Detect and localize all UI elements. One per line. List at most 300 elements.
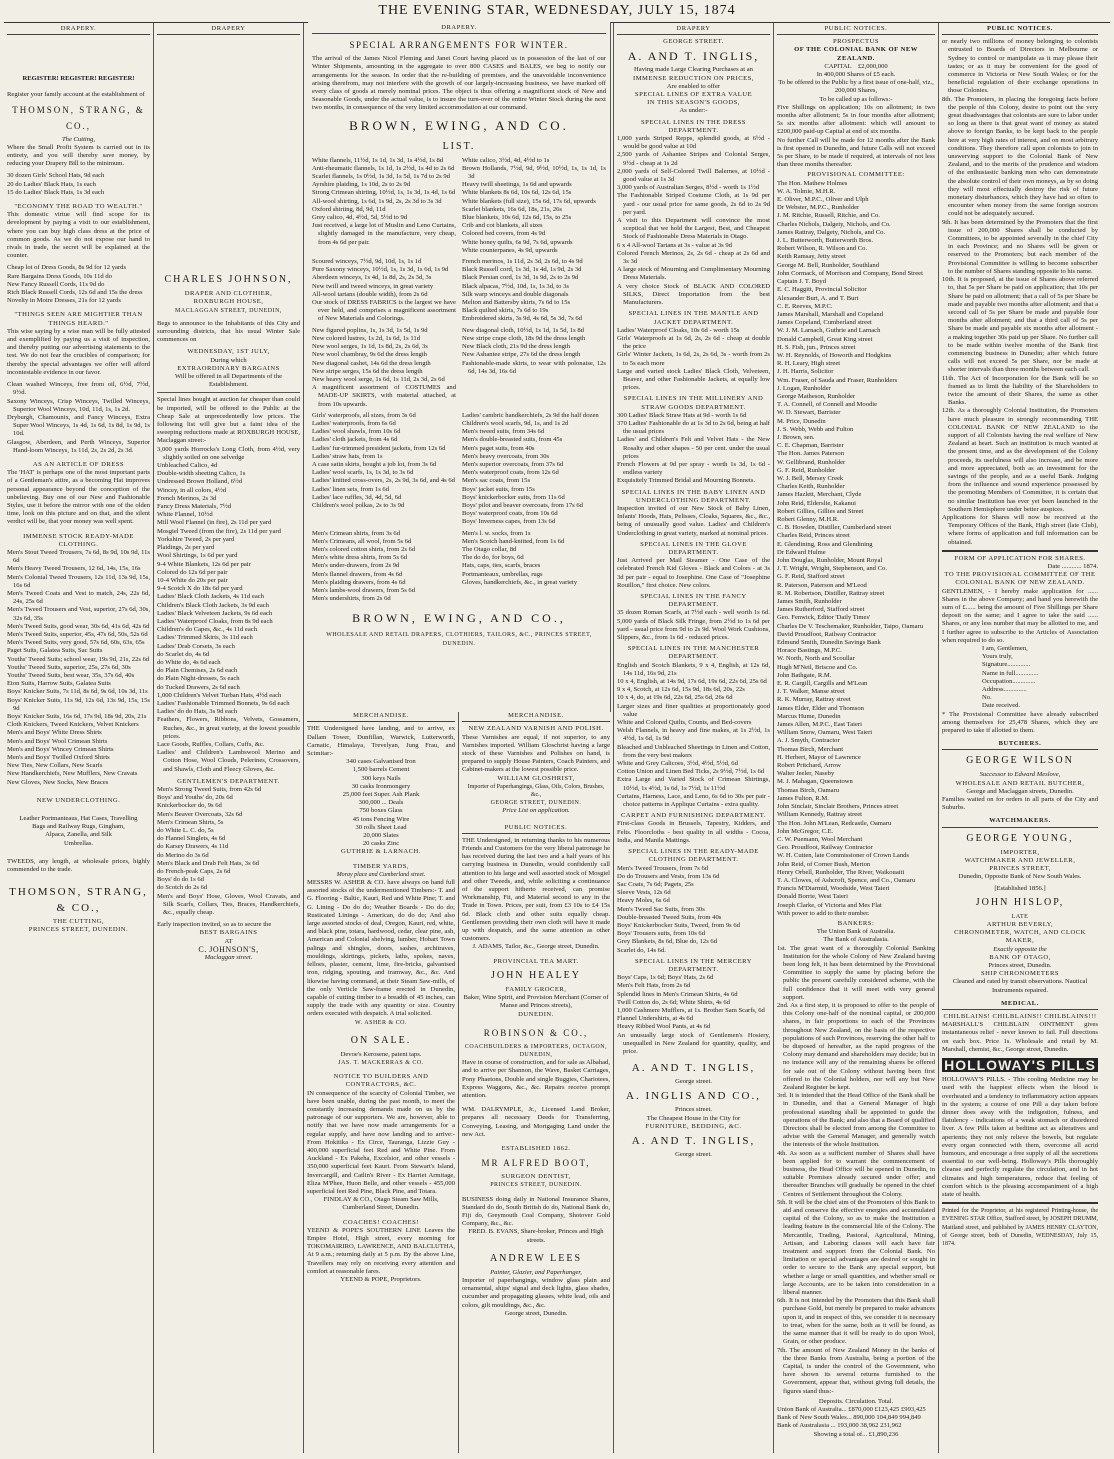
list-item: T. A. Connell, of Connell and Moodie [777,401,878,409]
list-item: Men's sac coats, from 15s [462,477,531,485]
list-item: 45 tons Fencing Wire [352,815,410,823]
list-item: Black Persian cord, 1s 3d, 1s 9d, 2s to 2s 9d [462,274,579,282]
list-item: John Cormack, of Morrison and Company, Bond Street [777,269,923,277]
list-item: Men's lambs-wool drawers, from 5s 6d [312,586,416,594]
gents-list [157,786,300,917]
list-item: Dryburgh, Chamounix, and Fancy Winceys, Extra Super Wool Winceys, 1s 4d, 1s 6d, 1s 8d, 1s 9d, 1s 10d. [7,413,150,438]
list-item: 20 do Ladies' Black Hats, 1s each [7,180,96,188]
list-item: do Scotch do 2s 6d [157,884,208,892]
firm-house: ROXBURGH HOUSE, [193,298,264,306]
list-item: 11th. The Act of Incorporation for the Bank will be so framed as to limit the liability of the Shareholders to twice the amount of their Shares, the same as other Banks. [942,374,1098,407]
firm-name: YEEND & POPE, Proprietors. [340,1276,422,1283]
ad-text: The Cheapest House in the City for [646,1114,741,1122]
footer-firm: THOMSON, STRANG, & CO., [9,886,148,915]
list-item: Men's and Boys' Twilled Oxford Shirts [7,754,110,762]
list-item: R. M. Robertson, Distiller, Rattray street [777,589,885,597]
list-item: New colored lustres, 1s 2d, 1s 6d, 1s 11d [312,334,420,342]
list-item: Dr Webster, M.P.C., Runholder [777,204,860,212]
list-item: Occupation.............. [982,677,1036,685]
list-item: Charles De V. Teschemaker, Runholder, Taipo, Oamaru [777,622,924,630]
ad-text: THE Undersigned, in returning thanks to his numerous Friends and Customers for the very liberal patronage he has received during the last two and a half years of his carrying business in Dunedin, would confidently call attention to his large and well assorted stock of Mosgiel and other Tweeds, and, while soliciting a continuance of the support hitherto received, can promise Workmanship, Fit, and Material second to any in the Trade in Town. Prices, per suit, from £3 10s to £4 15s 6d. Black cloth and other suits equally cheap. Gentlemen providing their own cloth will have it made up with despatch, and the same attention as other customers. [462,836,610,943]
list-item: 30 dozen Girls' School Hats, 9d each [7,172,105,180]
list-item: R. K. Murray, Rattray street [777,696,851,704]
list-item: With power to add to their number. [777,909,870,917]
list-item: Ladies' and Children's Lambswool Merino and Cotton Hose, Wool Clouds, Pelerines, Crossovers, and Shawls, Cloth and Fleecy Gloves, &c. [157,749,300,773]
ad-text: Have in course of construction, and for sale as Albahad, and to arrive per Shannon, the Wave, Basket Carriages, Pony Phaetons, Double and single Buggies, Chariotees, Express Waggons, &c., &c. Repairs receive prompt attention. [462,1059,610,1099]
ad-text: These Varnishes are equal, if not superior, to any Varnishes imported. William Gloschrist having a large stock of these Varnishes and Polishes on hand, is prepared to supply House Painters, Coach Painters, and Cabinet-makers at the lowest possible price. [462,733,610,774]
notice-ad [307,1073,455,1212]
list-item: Men's and Boys' Wool Crimean Shirts [7,737,108,745]
list-item: Youths' Tweed Suits, best wear, 35s, 37s 6d, 40s [7,672,135,679]
ad-text: In 400,000 Shares of £5 each. [816,71,896,79]
list-item: Edmund Smith, Dunedin Savings Bank [777,639,881,647]
list-item: Colored bed covers, from 4s 9d [462,230,546,238]
list-item: New Fancy Russell Cords, 11s 9d do [7,280,105,288]
footer-place: THE CUTTING, [52,918,105,926]
list-item: Ladies' wool shawls, from 10s 6d [312,428,401,436]
firm-name: JOHN HISLOP, [975,896,1065,908]
list-item: The Hon. James Paterson [777,450,845,458]
list-item: Thomas Birch, Merchant [777,745,844,753]
list-item: Ayrshire plaiding, 1s 10d, 2s to 2s 9d [312,181,411,189]
list-item: Ladies' Black Cloth Jackets, 4s 11d each [157,593,264,601]
list-item: Mosgiel Tweed (from the fire), 2s 11d per yard [157,527,281,535]
list-item: Men's Tweed Trousers, from 7s 6d [617,864,709,872]
list-item: G. F. Reid, Stafford street [777,573,845,581]
timber-ad [307,863,455,1027]
list-item: Melton and Battersby skirts, 7s 6d to 15s [462,299,571,307]
column-head: MERCHANDISE. [307,710,455,722]
list-item: New stripe serges, 15s 6d the dress length [312,367,423,375]
ad-title: SPECIAL ARRANGEMENTS FOR WINTER. [349,40,569,51]
ad-title: FURNITURE, BEDDING, &C. [645,1122,742,1130]
list-item: Dr Edward Hulme [777,548,826,556]
list-item: White counterpanes, 4s 9d, upwards [462,246,558,254]
list-item: Signature.............. [982,661,1031,669]
list-item: White blankets (full size), 15s 6d, 17s 6d, upwards [462,197,596,205]
register-ad [7,75,150,197]
capital-line [777,63,935,71]
list-item: Geo. Fenwick, Editor 'Daily Times' [777,614,871,622]
ad-text: Families waited on for orders in all parts of the City and Suburbs. [942,796,1098,812]
list-item: The Fashionable Striped Costume Cloth, at 1s 9d per yard - our usual price for same goods, 2s 6d to 2s 9d per yard. [617,192,770,216]
list-item: or nearly two millions of money belonging to colonists entrusted to Boards of Directors in Melbourne or Sydney to control or manipulate as it may please their tastes; or as it may be convenient for the good of commerce in Victoria or New South Wales; or for the beneficial regulation of their exchange operations in those Colonies. [942,38,1098,95]
ad-text: The 'HAT' is perhaps one of the most important parts of a Gentleman's attire, as a becoming Hat improves personal appearance beyond the conception of the unbelieving. Buy one of our New and Fashionable Styles, use it before the mirror with one of the olden time, look on this picture and on that, and the silent verdict will be, that your money was well spent. [7,469,150,526]
list-item: Children's Black Cloth Jackets, 3s 9d each [157,601,269,609]
list-item: Address.............. [982,686,1027,694]
list-item: The Hon. Mathew Holmes [777,179,848,187]
ad-text: To be offered to the Public by a first issue of one-half, viz., 200,000 Shares, [778,79,934,95]
form-title: FORM OF APPLICATION FOR SHARES. [954,554,1086,562]
list-item: Just received, a large lot of Muslin and Leno Curtains, slightly damaged in the manufacture, very cheap, from 4s 6d per pair. [312,222,456,246]
firm-sub: IMPORTER, [1000,848,1040,856]
list-item: Date received. [982,702,1021,710]
ad-text: Are enabled to offer [666,82,721,90]
firm-trade: FAMILY GROCER, [505,985,567,993]
list-item: Boys' Knickerbocker Suits, Tweed, from 9s 6d [617,921,740,929]
ad-text: Inspection invited of our New Stock of Baby Linen, Infants' Hoods, Hats, Pelisses, Cloaks, Squares, &c., &c., being of unusually good value. Ladies' and Children's Underclothing in great variety, marked at nominal prices. [617,504,770,537]
list-item: French merinos, 1s 11d, 2s 3d, 2s 6d, to 4s 9d [462,258,583,266]
list-item: W. A. Tolmie, M.H.R. [777,187,836,195]
list-item: Wincey, in all colors, 4½d [157,486,227,494]
prospectus: PROSPECTUS [832,38,880,46]
ad-title: AS AN ARTICLE OF DRESS [32,460,125,468]
list-item: Robert Gillies, Gillies and Street [777,507,864,515]
list-item: Pure Saxony winceys, 10½d, 1s, 1s 3d, 1s 6d, 1s 9d [312,266,449,274]
list-item: Hats, caps, ties, scarfs, braces [462,562,541,570]
list-item: French Merinos, 2s 3d [157,494,217,502]
list-item: Marcus Hume, Dunedin [777,712,841,720]
list-item: 30 rolls Sheet Lead [355,823,407,831]
list-item: The Otago collar, 8d [462,545,517,553]
list-item: Boys' Caps, 1s 6d; Boys' Hats, 2s 6d [617,974,714,982]
sale-date: WEDNESDAY, 1ST JULY, [187,348,270,356]
list-item: Splendid lines in Men's Crimean Shirts, 4s 6d [617,990,738,998]
list-item: do Merino do 3s 6d [157,851,209,859]
list-item: Yorkshire Tweed, 2s per yard [157,535,235,543]
ad-text: WM. DALRYMPLE, Jr., Licensed Land Broker, prepares all necessary Deeds for Transferring, Conveying, Leasing, and Mortgaging Land under the new Act. [462,1106,610,1138]
insurance-ad [462,1196,610,1245]
firm-trade: COACHBUILDERS & IMPORTERS, OCTAGON, DUNEDIN, [464,1043,608,1058]
list-item: Men's Tweed Suits, very good, 57s 6d, 60s, 63s, 65s [7,639,145,647]
section-title: SPECIAL LINES IN THE MANTLE AND JACKET DEPARTMENT. [628,310,759,326]
list-item: J. M. Ritchie, Russell, Ritchie, and Co. [777,212,880,220]
section-title: SPECIAL LINES IN THE DRESS DEPARTMENT. [641,118,746,134]
list-item: 10 x 4, English, at 14s 9d, 17s 6d, 19s 6d, 22s 6d, 25s 6d [617,678,767,686]
section-title: CARPET AND FURNISHING DEPARTMENT. [621,812,766,820]
ad-text: As under:- [679,107,708,115]
millinery-list [617,412,770,486]
ad-title: PROVINCIAL TEA MART. [493,957,579,965]
list-item: 6th. It is not intended by the Promoters that this Bank shall purchase Gold, but merely be prepared to make advances upon it, and in respect of this, we consider it is necessary to treat, when for the same, both as it will be found, as the same manner that it will be ready to do upon Wool, Grain, or other produce. [777,1297,935,1346]
list-item: do French-peak Caps, 2s 6d [157,868,231,876]
list-item: White blankets 8s 6d, 10s 6d, 12s 6d, 15s [462,189,572,197]
ad-title: ON SALE. [350,1034,412,1046]
firm-name: FRED. B. EVANS, Share-broker, Princes and High streets. [468,1228,604,1244]
list-item: Exquisitely Trimmed Bridal and Mourning Bonnets. [617,477,756,485]
list-item: Men's Tweed Trousers and Vest, superior, 27s 6d, 30s, 32s 6d, 35s [7,606,150,622]
list-item: White honey quilts, 6s 9d, 7s 6d, upwards [462,238,573,246]
prospectus-body [777,945,935,1396]
hats-list [7,172,150,197]
list-item: 1,000 Children's Velvet Turban Hats, 4½d each [157,691,282,699]
list-item: Our stock of DRESS FABRICS is the largest we have ever held, and comprises a magnificent assortment of New Materials and Colorings. [312,299,456,323]
ad-text: Cleaned and rated by transit observations. Nautical Instruments repaired. [952,978,1088,994]
list-item: New Ashantee stripe, 27s 6d the dress length [462,351,581,359]
list-item: James Smith, Runholder [777,598,842,606]
list-item: Boys' Knicker Suits, 11s 9d, 12s 6d, 13s 9d, 15s, 15s 9d [7,696,150,712]
list-item: Robert Wilson, R. Wilson and Co. [777,245,868,253]
list-item: 15 do Ladies' Black Hats, 1s 3d each [7,188,105,196]
list-item: Scoured winceys, 7½d, 9d, 10d, 1s, 1s 1d [312,258,422,266]
dalrymple-ad [462,1106,610,1139]
list-item: Applications for Shares will now be received at the Temporary Offices of the Bank, High street (late Club), where forms of application and full information can be obtained. [942,513,1098,546]
list-item: G. F. Reid, Runholder [777,466,836,474]
list-item: Yours truly, [982,653,1013,661]
list-block-3 [312,327,606,409]
cargo-list [307,758,455,848]
list-item: New Gloves, New Socks, New Braces [7,778,109,786]
committee-list [777,180,935,918]
list-item: Large and varied stock Ladies' Black Cloth, Velveteen, Beaver, and other Fashionable Jackets, at equally low prices. [617,367,770,392]
ad-text: Just Arrived per Mail Steamer - One Case of the celebrated French Kid Gloves - Black and Colors - at 3s 3d per pair - equal to Josephine. One Case of "Josephine Rouillon," first choice. New colors. [617,557,770,589]
firm-name: CHARLES JOHNSON, [164,274,293,286]
list-item: David Proudfoot, Railway Contractor [777,630,877,638]
list-item: 10 x 4, do, at 19s 6d, 22s 6d, 25s 6d, 26s 6d [617,694,733,702]
list-item: W. H. Reynolds, of Howorth and Hodgkins [777,351,892,359]
list-item: Men's white dress shirts, from 5s 6d [312,554,408,562]
list-item: do White do, 4s 6d each [157,658,221,666]
list-item: New Ties, New Collars, New Scarfs [7,762,103,770]
ad-text: IN consequence of the scarcity of Colonial Timber, we have been unable, during the past month, to meet the constantly increasing demands made on us by the patronage of our supporters. We are, however, able to notify that we have now made arrangements for a regular supply, and have now landing and to arrive:- From Hokitika - Ex Circe, Tauranga, Lizzie Guy - 400,000 superficial feet Red and White Pine. From Auckland - Ex Pakeha, Excelsior, and other vessels - 350,000 superficial feet Kauri. From Stewart's Island, Invercargill, and Catlin's River - Ex Harriet Armitage, Eliza M'Phee, Huon Belle, and other vessels - 455,000 superficial feet Red Pine, Black Pine, and Totara. [307,1089,455,1195]
list-item: Men's Heavy Tweed Trousers, 12 6d, 14s, 15s, 16s [7,565,141,573]
list-item: Bank of New South Wales... 890,000 104,849 994,849 [777,1414,921,1422]
list-item: A case satin skirts, bought a job lot, from 3s 6d [312,460,437,468]
footer-street: PRINCES STREET, DUNEDIN. [28,926,129,934]
list-item: 9-4 Scotch X do 18s 6d per yard [157,585,243,593]
list-item: James Fulton, R.M. [777,794,829,802]
column-head: DRAPERY [617,23,770,35]
list-item: Men's and Boys' Wincey Crimean Shirts [7,745,114,753]
firm-name: J. ADAMS, Tailor, &c., George street, Dunedin. [472,943,600,951]
firm-place: DUNEDIN. [518,1010,554,1018]
sundries-list [7,815,150,848]
list-item: Men's Felt Hats, from 2s 6d [617,982,691,990]
list-item: Twill Cotton do, 2s 6d; White Shirts, 4s 6d [617,998,730,1006]
coaches-ad [307,1219,455,1285]
list-item: New figured poplins, 1s, 1s 3d, 1s 5d, 1s 9d [312,326,428,334]
list-item: Men's colored cotton shirts, from 2s 6d [312,545,416,553]
list-item: Bleached and Unbleached Sheetings in Linen and Cotton, from the very best makers [617,743,770,759]
varnish-ad [462,725,610,815]
ad-title: NOTICE TO BUILDERS AND CONTRACTORS, &C. [333,1073,429,1089]
list-item: A very choice Stock of BLACK AND COLORED SILKS, Direct Importation from the best Manufacturers. [617,282,770,307]
list-item: Men's and Boys' Hose, Gloves, Wool Cravats, and Silk Scarfs, Collars, Ties, Braces, Handkerchiefs, &c., equally cheap. [157,892,300,917]
mantle-list [617,327,770,393]
footer-firm: A. AND T. INGLIS, [631,1062,756,1075]
column-7 [939,23,1101,1453]
list-item: Grey Blankets, 8s 6d, Blue do, 12s 6d [617,938,717,946]
list-item: Heavy Ribbed Wool Pants, at 4s 6d [617,1023,711,1031]
list-item: English and Scotch Blankets, 9 x 4, English, at 12s 6d, 14s 11d, 16s 9d, 21s [617,661,770,677]
list-item: Double-breasted Tweed Suits, from 40s [617,913,722,921]
form-body: GENTLEMEN, - I hereby make application for ...... Shares in the above Company; and hand you herewith the sum of £...... being the amount of Five Shillings per Share deposit on the same; and I agree to take the said ...... Shares, or any less number that may be allotted to me, and I further agree to subscribe to the Articles of Association when required to do so. [942,587,1098,644]
list-item: 10th. It is proposed, at the issue of Shares above referred to, that 5s per Share be paid on application; that 10s per Share be paid on allotment; that a call of 5s per Share be made and payable two months after allotment; and that a second call of 5s per Share be made and payable four months after allotment; and that a third call of 5s per Share be made and payable six months after allotment - a making together 30s paid up per Share. No further call to be made within twelve months of the Bank first commencing business in Dunedin; after which future calls will not exceed 5s per Share, nor be made at shorter intervals than three months between each call. [942,276,1098,374]
list-item: Boys' Trousers suits, from 10s 6d [617,930,706,938]
list-item: Boys' Inverness capes, from 13s 6d [462,518,556,526]
list-item: R. H. Leary, High street [777,360,841,368]
section-title: SPECIAL LINES IN THE MILLINERY AND STRAW GOODS DEPARTMENT. [623,395,764,411]
list-item: Black Russell cord, 1s 3d, 1s 4d, 1s 9d, 2s 3d [462,266,582,274]
firm-name: WILLIAM GLOSHRIST, [497,774,575,782]
list-item: Boys' Knicker Suits, 16s 6d, 17s 9d, 18s 9d, 20s, 21s [7,713,147,721]
firm-name: ANDREW LEES [489,1252,583,1264]
firm-place: The Cutting, [62,135,95,143]
firm-name: A. AND T. INGLIS, [627,49,760,64]
list-item: Francis M'Diarmid, Woodside, West Taieri [777,885,890,893]
firm-name: BROWN, EWING, AND CO. [349,117,569,133]
list-item: Rich Black Russell Cords, 12s 6d and 15s the dress [7,289,143,297]
at: AT [224,937,233,945]
list-item: Eton Suits, Harrow Suits, Galatea Suits [7,680,111,688]
list-item: John Bathgate, R.M. [777,671,832,679]
list-item: Men's l. w. socks, from 1s [462,529,531,537]
list-item: James Marshall, Marshall and Copeland [777,310,884,318]
list-item: Men's plaiding drawers, from 4s 6d [312,578,406,586]
cargo-ad [307,725,455,856]
ad-text: BUSINESS doing daily in National Insurance Shares, Standard do do, South British do do, National Bank do, Fiji do, Greymouth Coal Company, Shotover Gold Company, &c., &c. [462,1195,610,1228]
list-item: Joseph Clarke, of Victoria and Mes Flat [777,901,882,909]
firm-street: Princes street, Dunedin. [988,961,1052,969]
list-item: W. D. Stewart, Barrister [777,409,841,417]
list-item: H. S. Fish, jun., Princes street [777,343,856,351]
list-item: Captain J. T. Boyd [777,278,827,286]
ad-title: "ECONOMY THE ROAD TO WEALTH." [14,203,143,211]
ad-title: CHILBLAINS! CHILBLAINS!! CHILBLAINS!!! [943,1012,1097,1020]
list-item: Feathers, Flowers, Ribbons, Velvets, Gossamers, Ruches, &c., in great variety, at the lowest possible prices. [157,716,300,740]
form-date: Date ............ 1874. [1047,563,1098,570]
list-item: Ladies' knitted cross-overs, 2s, 2s 9d, 3s 6d, and 4s 6d [312,477,455,485]
list-item: do Karsey Drawers, 4s 11d [157,843,229,851]
list-item: Charles Keith, Runholder [777,483,845,491]
list-item: Girls' waterproofs, all sizes, from 3s 6d [312,411,416,419]
clothing-list [7,549,150,787]
list-item: I am, Gentlemen, [982,645,1028,653]
ad-text: MARSHALL'S CHILBLAIN OINTMENT gives instantaneous relief - never known to fail. Full directions on each box. Price 1s. Wholesale and retail by M. Marshall, chemist, &c., George street, Dunedin. [942,1021,1098,1053]
section-title: SPECIAL LINES IN THE MANCHESTER DEPARTMENT. [627,645,760,661]
holloway-banner: HOLLOWAY'S PILLS [942,1058,1098,1072]
list-item: Heavy twill sheetings, 1s 6d and upwards [462,181,572,189]
list-item: Mill Wool Flannel (in fire), 2s 11d per yard [157,519,272,527]
list-item: Men's Black and Drab Felt Hats, 3s 6d [157,859,259,867]
economy-ad [7,203,150,305]
list-item: Gloves, handkerchiefs, &c., in great variety [462,578,578,586]
ad-text: This wise saying by a wise man will be fully attested and exemplified by paying us a visit of inspection, and thereby putting our advertising statements to the test. We do not fear the crucibles of comparison; for thereby the special advantages we offer will afford incontestable evidence in our favor. [7,327,150,376]
column-1 [4,23,154,1453]
list-item: Portmanteaux, umbrellas, rugs [462,570,543,578]
list-item: Glasgow, Aberdeen, and Perth Winceys, Superior Hand-loom Winceys, 1s 11d, 2s, 2s 2d, 2s 3d. [7,438,150,454]
ad-text: First-class Goods in Brussels, Tapestry, Kidders, and Felts. Floorcloths - best quality in all widths - Cocoa, India, and Manila Mattings. [617,820,770,844]
list-item: Oxford shirting, 8d, 9d, 11d [312,205,386,213]
list-item: Colored do 12s 6d per pair [157,568,228,576]
list-item: Fashionable-made skirts, to wear with polonaise, 12s 6d, 14s 3d, 16s 6d [462,359,606,375]
list-item: 1st. The great want of a thoroughly Colonial Banking Institution for the whole Colony of New Zealand having been long felt, it has been determined by the Provisional Committee to supply the same by placing before the public the present carefully considered scheme, with the full confidence that it will meet with very general support. [777,944,935,1001]
list-item: Robert Pritchard, Arrow [777,762,841,770]
list-item: Bags and Railway Rugs, Gingham, [32,823,125,831]
cheap-list [7,264,150,305]
list-item: Flannel Undershirts, at 4s 6d [617,1015,694,1023]
lees-ad [462,1251,610,1318]
list-item: No. [982,694,992,702]
footer-street: George street. [675,1150,712,1158]
list-item: W. North, North and Scoullar [777,655,855,663]
list-item: Children's do Capes, &c., 4s 11d each [157,626,258,634]
list-item: Welsh Flannels, in heavy and fine makes, at 1s 2½d, 1s 4½d, 1s 6d, 1s 9d [617,727,770,743]
list-item: do Plain Chemises, 2s 6d each [157,667,238,675]
list-item: Aberdeen winceys, 1s 4d, 1s 8d, 2s, 2s 3d, 3s [312,274,432,282]
list-item: M. J. Mahagan, Queenstown [777,778,853,786]
firm-trade: Painter, Glazier, and Paperhanger, [490,1268,582,1276]
list-item: J. T. Walker, Manse street [777,688,845,696]
list-item: New diagonal cashet, 14s 6d the dress length [312,359,431,367]
list-item: Girls' Waterproofs at 1s 6d, 2s, 2s 6d - cheap at double the price [617,334,770,351]
column-head: DRAPERY [157,23,300,35]
ad-title: COACHES! COACHES! [342,1218,420,1226]
list-item: White and Grey Calicoes, 3½d, 4½d, 5½d, 6d [617,760,738,768]
deposits-table [777,1406,935,1431]
list-item: do Flannel Singlets, 4s 6d [157,835,226,843]
footer-firm: BROWN, EWING, AND CO., [352,611,566,626]
list-item: Youths' Tweed Suits; school wear, 19s 9d, 21s, 22s 6d [7,655,150,663]
list-item: Black quilted skirts, 7s 6d to 19s [462,307,549,315]
ad-title: ESTABLISHED 1862. [501,1144,571,1152]
prospectus-body [942,38,1098,547]
ad-text: Will be offered in all Departments of the Establishment. [174,373,283,389]
list-item: Strong Crimean shirting, 10½d, 1s, 1s 3d, 1s 4d, 1s 6d [312,189,456,197]
list-item: Larger sizes and finer qualities at proportionately good value [617,702,770,718]
list-item: Unbleached Calico, 4d [157,462,218,470]
list-item: 20,000 Slates [363,832,399,840]
list-item: An unusually large stock of Gentlemen's Hosiery, unequalled in New Zealand for quantity, quality, and price. [617,1031,770,1055]
ad-text: Where the Small Profit System is carried out in its entirety, and you will thereby save money, by reducing your Drapery Bill to the minimum. [7,143,150,168]
bank-title: OF THE COLONIAL BANK OF NEW ZEALAND. [794,46,918,62]
section-head: WATCHMAKERS. [942,815,1098,827]
list-item: Children's wool polkas, 2s to 3s 9d [312,501,405,509]
ad-title: IMMENSE REDUCTION ON PRICES, [633,74,754,82]
manchester-list [617,662,770,810]
list-item: do Plain Night-dresses, 5s each [157,675,240,683]
footer-street: Princes street. [675,1106,712,1114]
ad-text: Five Shillings on application; 10s on allotment; in two months after allotment; 5s in four months after allotment; 5s six months after allotment: which will amount to £200,000 paid-up Capital at end of six months. [777,103,935,136]
list-item: French Flowers at 9d per spray - worth 1s 3d, 1s 6d - endless variety [617,460,770,477]
list-item: E. Oliver, M.P.C., Oliver and Ulph [777,196,869,204]
firm-bank: BANK OF OTAGO, [989,953,1051,961]
article-ad [7,461,150,527]
list-item: 5th. It will be the chief aim of the Promoters of this Bank to aid and conserve the effective energies and accumulated capital of the Colony, so as to make the Institution a leading feature in the commercial life of the Colony. The Mercantile, Trading, Pastoral, Agricultural, Mining, Artisan, and Laboring classes will each have fair treatment and support from the Colonial Bank. No limitation or special advantages are desired or sought in order to secure to the Bank any special support, but whether a large or small quantities, and whether small or large Accounts, are to be taken into consideration in a liberal manner. [777,1198,935,1297]
list-item: Men's Stout Tweed Trousers, 7s 6d, 8s 9d, 10s 9d, 11s 6d [7,548,150,565]
column-head: PUBLIC NOTICES. [942,23,1098,35]
list-item: Men's Tweed Suits, good wear, 30s 6d, 41s 6d, 42s 6d [7,622,150,630]
list-item: 6 x 4 All-wool Tartans at 3s - value at 3s 9d [617,241,732,249]
list-item: Sac Coats, 7s 6d; Pagets, 25s [617,880,694,888]
ad-title: NEW ZEALAND VARNISH AND POLISH. [468,725,604,733]
list-item: W. Gellibrand, Runholder [777,458,846,466]
list-item: Name in full.............. [982,669,1039,677]
list-item: 1,500 barrels Cement [352,766,410,774]
list-item: Charles Reid, Princes street [777,532,850,540]
section-title: SPECIAL LINES IN THE MERCERY DEPARTMENT. [635,957,752,973]
list-block-2 [312,258,606,324]
sign-street: Maclaggan street. [204,954,253,962]
list-item: John Douglas, Runholder, Mount Royal [777,557,883,564]
robinson-ad [462,1025,610,1100]
list-item: Men's Beaver Overcoats, 32s 6d [157,810,243,818]
list-item: The Hon. John M'Lean, Redcastle, Oamaru [777,819,892,827]
list-item: Alexander Burt, A. and T. Burt [777,294,859,302]
list-item: 10-4 White do 20s per pair [157,576,228,584]
list-item: The do do, for boys, 6d [462,554,524,562]
ad-title: IMMENSE STOCK READY-MADE CLOTHING. [23,532,134,548]
list-block-4 [312,412,606,527]
section-head: BUTCHERS. [942,738,1098,750]
list-item: Ladies' Waterproof Cloaks, 10s 6d - worth 15s [617,326,740,334]
section-title: SPECIAL LINES IN THE GLOVE DEPARTMENT. [640,540,747,556]
list-item: Men's Tweed Sac Suits, from 30s [617,905,705,913]
list-item: 370 Ladies' Fashionable do at 1s 3d to 2s 6d, being at half the usual prices [617,419,771,436]
list-item: C. B. Howden, Distiller, Cumberland street [777,524,892,532]
list-item: Grey calico, 4d, 4½d, 5d, 5½d to 9d [312,214,408,222]
list-item: Men's Tweed Coats and Vest to match, 24s, 22s 6d, 24s, 25s 6d [7,589,150,606]
